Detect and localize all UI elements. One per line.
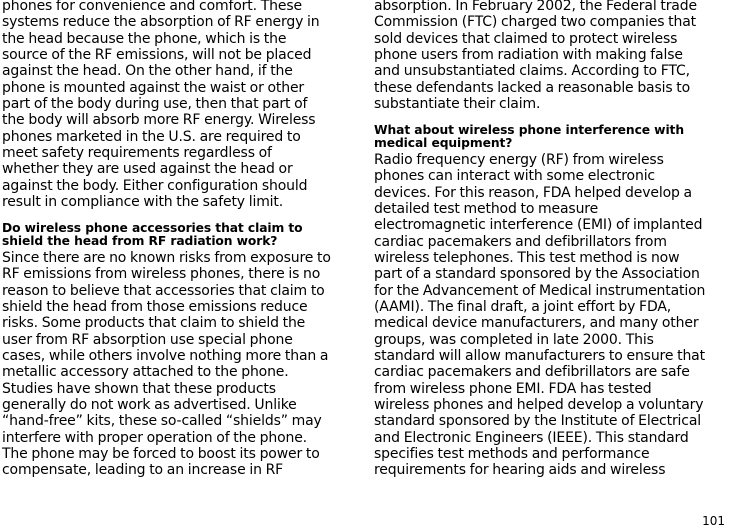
right-section-heading: What about wireless phone interference with medical equipment? [374, 123, 684, 151]
right-paragraph-2: Radio frequency energy (RF) from wireless phones can interact with some electronic devices. For this reason, FDA helped develop a detailed test method to measure electromagnetic interference (EMI) of implanted cardiac pacemakers and defibrillators from wireless telephones. This test method is now part of a standard sponsored by the Association for the Advancement of Medical instrumentation (AAMI). The final draft, a joint effort by FDA, medical device manufacturers, and many other groups, was completed in late 2000. This standard will allow manufacturers to ensure that cardiac pacemakers and defibrillators are safe from wireless phone EMI. FDA has tested wireless phones and helped develop a voluntary standard sponsored by the Institute of Electrical and Electronic Engineers (IEEE). This standard specifies test methods and performance requirements for hearing aids and wireless [374, 151, 706, 479]
page-number: 101 [702, 514, 725, 528]
left-column [2, 0, 332, 479]
right-column [374, 0, 708, 479]
left-paragraph-1: phones for convenience and comfort. These systems reduce the absorption of RF energy in the head because the phone, which is the source of the RF emissions, will not be placed against the head. On the other hand, if the phone is mounted against the waist or other part of the body during use, then that part of the body will absorb more RF energy. Wireless phones marketed in the U.S. are required to meet safety requirements regardless of whether they are used against the head or against the body. Either configuration should result in compliance with the safety limit. [2, 0, 320, 211]
left-paragraph-2: Since there are no known risks from exposure to RF emissions from wireless phones, there is no reason to believe that accessories that claim to shield the head from those emissions reduce risks. Some products that claim to shield the user from RF absorption use special phone cases, while others involve nothing more than a metallic accessory attached to the phone. Studies have shown that these products generally do not work as advertised. Unlike “hand-free” kits, these so-called “shields” may interfere with proper operation of the phone. The phone may be forced to boost its power to compensate, leading to an increase in RF [2, 249, 331, 479]
right-paragraph-1: absorption. In February 2002, the Federal trade Commission (FTC) charged two companies that sold devices that claimed to protect wireless phone users from radiation with making false and unsubstantiated claims. According to FTC, these defendants lacked a reasonable basis to substantiate their claim. [374, 0, 697, 113]
left-section-heading: Do wireless phone accessories that claim to shield the head from RF radiation work? [2, 221, 303, 249]
